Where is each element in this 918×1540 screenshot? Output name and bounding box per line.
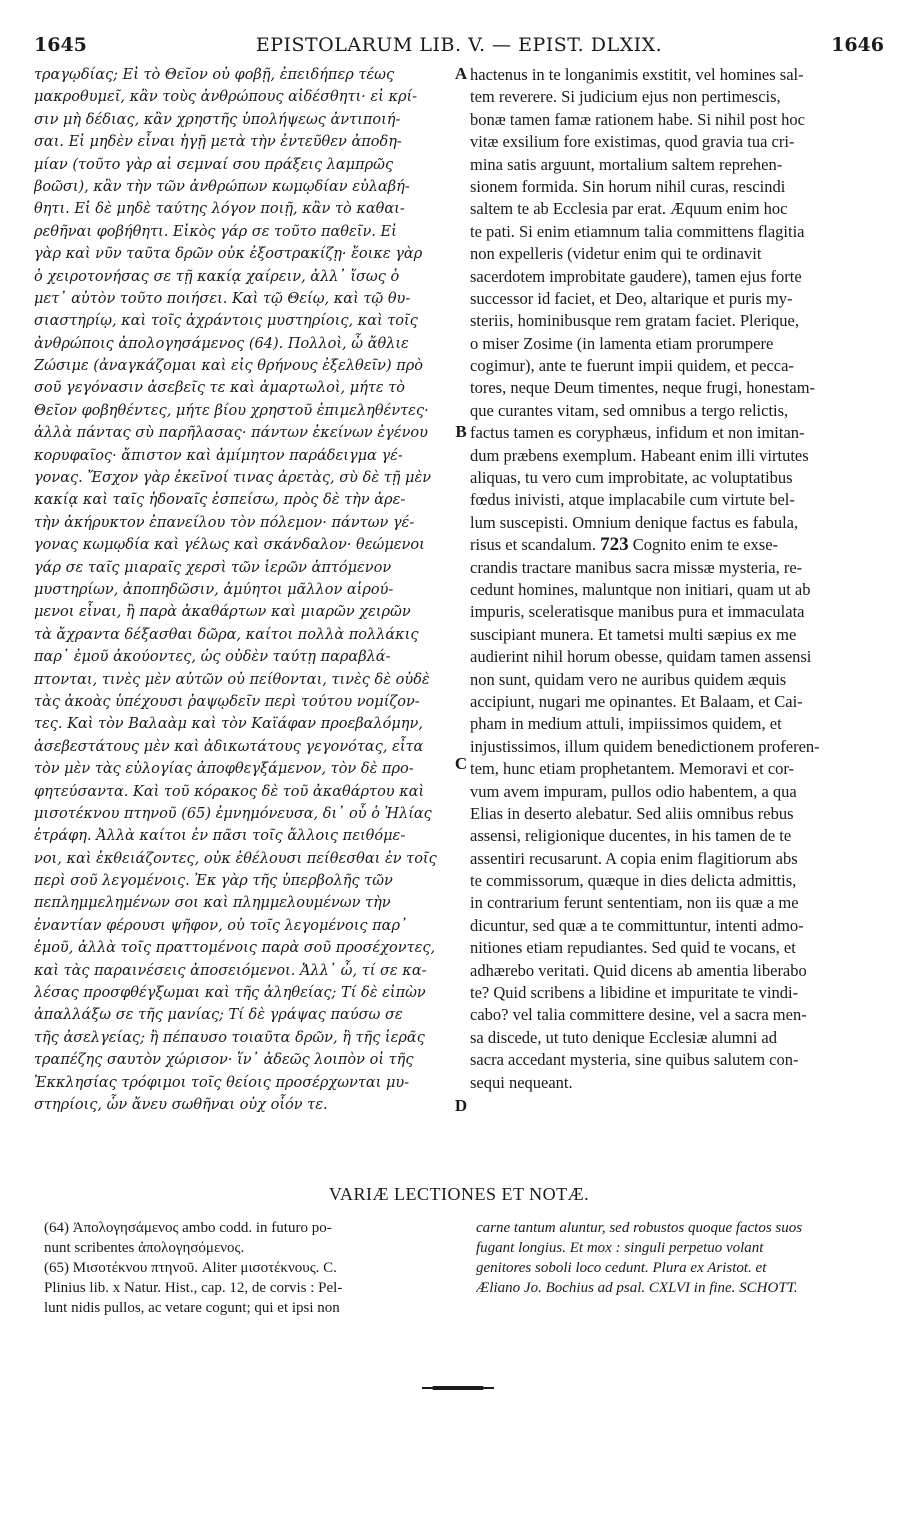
greek-text-line: σιαστηρίῳ, καὶ τοῖς ἀχράντοις μυστηρίοις, καὶ τοῖς bbox=[34, 313, 418, 330]
greek-text-line: κορυφαῖος· ἄπιστον καὶ ἀμίμητον παράδειγμα γέ- bbox=[34, 447, 403, 464]
greek-text-line: τὴν ἀκήρυκτον ἐπανείλου τὸν πόλεμον· πάντων γέ- bbox=[34, 514, 415, 531]
latin-text-line: factus tamen es coryphæus, infidum et non imitan- bbox=[470, 423, 805, 443]
greek-text-line: ὁ χειροτονήσας σε τῇ κακίᾳ χαίρειν, ἀλλ᾽ ἴσως ὁ bbox=[34, 268, 400, 285]
notes-title: VARIÆ LECTIONES ET NOTÆ. bbox=[328, 1184, 590, 1204]
page-number-left: 1645 bbox=[34, 34, 87, 56]
latin-text-line bbox=[470, 534, 888, 556]
running-title: EPISTOLARUM LIB. V. — EPIST. DLXIX. bbox=[255, 34, 663, 56]
latin-text-line: vitæ exsilium fore existimas, quod gravia tua cri- bbox=[470, 132, 795, 152]
greek-text-line: τῆς ἀσελγείας; ἢ πέπαυσο τοιαῦτα δρῶν, ἢ τῆς ἱερᾶς bbox=[34, 1029, 425, 1046]
greek-text-line: φητεύσαντα. Καὶ τοῦ κόρακος δὲ τοῦ ἀκαθάρτου καὶ bbox=[34, 783, 425, 800]
latin-text-line: te pati. Si enim etiamnum talia committens flagitia bbox=[470, 221, 805, 241]
greek-text-line: μισοτέκνου πτηνοῦ (65) ἐμνημόνευσα, δι᾽ οὗ ὁ Ἠλίας bbox=[34, 805, 432, 822]
latin-text-line: mina satis arguunt, mortalium saltem reprehen- bbox=[470, 154, 783, 174]
latin-text-line: audierint nihil horum obesse, quidam tamen assensi bbox=[470, 647, 812, 667]
latin-text-line: nitiones etiam repudiantes. Sed quid te vocans, et bbox=[470, 938, 796, 958]
latin-text-line: cedunt homines, maluntque non initiari, quam ut ab bbox=[470, 579, 811, 599]
latin-text-line: adhærebo veritati. Quid dicens ab amentia liberabo bbox=[470, 960, 807, 980]
latin-text-line: hactenus in te longanimis exstitit, vel homines sal- bbox=[470, 65, 804, 84]
greek-text-line: Ζώσιμε (ἀναγκάζομαι καὶ εἰς θρήνους ἐξελθεῖν) πρὸ bbox=[34, 358, 424, 375]
greek-text-line: μυστηρίων, ἀποπηδῶσιν, ἀμύητοι μᾶλλον αἱρού- bbox=[34, 581, 394, 598]
latin-text-line: injustissimos, illum quidem benedictionem proferen- bbox=[470, 736, 820, 756]
greek-text-line: λέσας προσφθέγξωμαι καὶ τῆς ἀληθείας; Τί δὲ εἰπὼν bbox=[34, 985, 426, 1002]
latin-text-line: non sunt, quidam vero ne auribus quidem æquis bbox=[470, 669, 787, 689]
latin-text-line: fœdus inivisti, atque implacabile cum virtute bel- bbox=[470, 490, 795, 510]
latin-text-line: suscipiant munera. Et tametsi multi sæpius ex me bbox=[470, 624, 797, 644]
greek-text-line: τραπέζης σαυτὸν χώρισον· ἵν᾽ ἀδεῶς λοιπὸν οἱ τῆς bbox=[34, 1052, 414, 1069]
greek-text-line: πτονται, τινὲς μὲν αὐτῶν οὐ πείθονται, τινὲς δὲ οὐδὲ bbox=[34, 671, 430, 688]
greek-text-line: ἀλλὰ πάντας σὺ παρῆλασας· πάντων ἐκείνων ἐγένου bbox=[34, 425, 428, 442]
latin-text-line-end: Cognito enim te exse- bbox=[632, 535, 779, 555]
latin-text-line: dum præbens exemplum. Habeant enim illi virtutes bbox=[470, 445, 809, 465]
margin-letter-b: B bbox=[455, 422, 467, 441]
latin-column bbox=[470, 64, 888, 1094]
greek-text-line: μίαν (τοῦτο γὰρ αἱ σεμναί σου πράξεις λαμπρῶς bbox=[34, 156, 394, 173]
latin-text-line: tem reverere. Si judicium ejus non pertimescis, bbox=[470, 87, 781, 107]
greek-text-line: τες. Καὶ τὸν Βαλαὰμ καὶ τὸν Καϊάφαν προεβαλόμην, bbox=[34, 716, 423, 733]
latin-text-line: te? Quid scribens a libidine et impuritate te vindi- bbox=[470, 983, 799, 1003]
latin-text-line: sequi nequeant. bbox=[470, 1072, 573, 1092]
greek-text-line: ἐμοῦ, ἀλλὰ τοῖς πραττομένοις παρὰ σοῦ προσέχοντες, bbox=[34, 940, 436, 957]
note-line: nunt scribentes ἀπολογησόμενος. bbox=[44, 1240, 245, 1256]
greek-text-line: στηρίοις, ὧν ἄνευ σωθῆναι οὐχ οἷόν τε. bbox=[34, 1096, 328, 1113]
latin-text-line: assentiri recusarunt. A copia enim flagitiorum abs bbox=[470, 848, 798, 868]
greek-text-line: θητι. Εἰ δὲ μηδὲ ταύτης λόγον ποιῇ, κἂν τὸ καθαι- bbox=[34, 201, 405, 218]
latin-text-line: sacerdotem improbitate gaudere), tamen ejus forte bbox=[470, 266, 802, 286]
greek-text-line: γονας. Ἔσχον γὰρ ἐκεῖνοί τινας ἀρετὰς, σὺ δὲ τῇ μὲν bbox=[34, 470, 432, 487]
latin-text-line: successor id faciet, et Deo, altarique et puris my- bbox=[470, 288, 793, 308]
margin-letter-d: D bbox=[454, 1096, 468, 1115]
latin-text-line: assensi, religionique ducentes, in his tamen de te bbox=[470, 826, 792, 846]
notes-right-column bbox=[476, 1218, 890, 1298]
greek-text-line: κακίᾳ καὶ ταῖς ἡδοναῖς ἐσπείσω, πρὸς δὲ τὴν ἀρε- bbox=[34, 492, 406, 509]
greek-text-line: σοῦ γεγόνασιν ἀσεβεῖς τε καὶ ἁμαρτωλοὶ, μήτε τὸ bbox=[34, 380, 406, 397]
greek-text-line: γὰρ καὶ νῦν ταῦτα δρῶν οὐκ ἐξοστρακίζῃ· ἔοικε γὰρ bbox=[34, 246, 423, 263]
latin-text-line-start: risus et scandalum. bbox=[470, 535, 597, 555]
note-line: genitores soboli loco cedunt. Plura ex Aristot. et bbox=[476, 1260, 767, 1276]
margin-letter-c: C bbox=[454, 754, 468, 773]
greek-text-line: ρεθῆναι φοβήθητι. Εἰκὸς γάρ σε τοῦτο παθεῖν. Εἰ bbox=[34, 223, 397, 240]
note-line: (64) Ἀπολογησάμενος ambo codd. in futuro po- bbox=[44, 1220, 332, 1236]
greek-text-line: σιν μὴ δέδιας, κἂν χρηστῆς ὑπολήψεως ἀντιποιή- bbox=[34, 111, 401, 128]
page-header bbox=[34, 34, 884, 64]
page-number-right: 1646 bbox=[831, 34, 884, 56]
greek-text-line: τὰ ἄχραντα δέξασθαι δῶρα, καίτοι πολλὰ πολλάκις bbox=[34, 626, 419, 643]
latin-text-line: te commissorum, quæque in dies delicta admittis, bbox=[470, 871, 797, 891]
latin-text-line: sionem formida. Sin horum nihil curas, rescindi bbox=[470, 176, 786, 196]
greek-text-line: πεπλημμελημένων σοι καὶ πλημμελουμένων τὴν bbox=[34, 895, 391, 912]
greek-text-line: γάρ σε ταῖς μιαραῖς χερσὶ τῶν ἱερῶν ἁπτόμενον bbox=[34, 559, 392, 576]
latin-text-line: Elias in deserto alebatur. Sed aliis omnibus rebus bbox=[470, 803, 794, 823]
greek-text-line: νοι, καὶ ἐκθειάζοντες, οὐκ ἐθέλουσι πείθεσθαι ἐν τοῖς bbox=[34, 850, 437, 867]
latin-text-line: steriis, hominibusque rem gratam faciet. Plerique, bbox=[470, 311, 799, 331]
column-number: 723 bbox=[600, 534, 629, 556]
latin-text-line: cabo? vel talia committere desine, vel a sacra men- bbox=[470, 1005, 807, 1025]
latin-text-line: lum suscepisti. Omnium denique factus es fabula, bbox=[470, 512, 799, 532]
latin-text-line: dicuntur, sed quæ a te committuntur, intenti admo- bbox=[470, 915, 804, 935]
latin-text-line: tem, hunc etiam prophetantem. Memoravi et cor- bbox=[470, 759, 795, 779]
latin-text-line: cogimur), ante te fuerunt impii quidem, et pecca- bbox=[470, 356, 794, 376]
greek-text-line: τὸν μὲν τὰς εὐλογίας ἀποφθεγξάμενον, τὸν δὲ προ- bbox=[34, 761, 414, 778]
note-line: Æliano Jo. Bochius ad psal. CXLVI in fine. SCHOTT. bbox=[476, 1280, 798, 1296]
latin-text-line: non expelleris (videtur enim qui te ordinavit bbox=[470, 244, 762, 264]
note-line: carne tantum aluntur, sed robustos quoque factos suos bbox=[476, 1220, 803, 1236]
greek-text-line: ἀσεβεστάτους μὲν καὶ ἀδικωτάτους γεγονότας, εἶτα bbox=[34, 738, 424, 755]
margin-letter-a: A bbox=[454, 64, 468, 83]
latin-text-line: que curantes vitam, sed omnibus a tergo relictis, bbox=[470, 400, 789, 420]
latin-text-line: o miser Zosime (in lamenta etiam prorumpere bbox=[470, 333, 774, 353]
note-line: lunt nidis pullos, ac vetare cogunt; qui et ipsi non bbox=[44, 1300, 340, 1316]
greek-text-line: τραγῳδίας; Εἰ τὸ Θεῖον οὐ φοβῇ, ἐπειδήπερ τέως bbox=[34, 67, 395, 83]
greek-text-line: καὶ τὰς παραινέσεις ἀποσειόμενοι. Ἀλλ᾽ ὦ, τί σε κα- bbox=[34, 962, 427, 979]
note-line: (65) Μισοτέκνου πτηνοῦ. Aliter μισοτέκνους. C. bbox=[44, 1260, 337, 1276]
greek-text-line: τὰς ἀκοὰς ὑπέχουσι ῥαψῳδεῖν περὶ τούτου νομίζον- bbox=[34, 693, 420, 710]
greek-text-line: σαι. Εἰ μηδὲν εἶναι ἡγῇ μετὰ τὴν ἐντεῦθεν ἀποδη- bbox=[34, 134, 402, 151]
latin-text-line: accipiunt, nugari me opinantes. Et Balaam, et Cai- bbox=[470, 691, 803, 711]
greek-text-line: μενοι εἶναι, ἢ παρὰ ἀκαθάρτων καὶ μιαρῶν χειρῶν bbox=[34, 604, 411, 621]
latin-text-line: sa discede, ut tuto denique Ecclesiæ alumni ad bbox=[470, 1027, 777, 1047]
latin-text-line: impuris, sceleratisque manibus pura et immaculata bbox=[470, 602, 805, 622]
greek-text-line: περὶ σοῦ λεγομένοις. Ἐκ γὰρ τῆς ὑπερβολῆς τῶν bbox=[34, 873, 393, 890]
greek-text-line: Θεῖον φοβηθέντες, μήτε βίου χρηστοῦ ἐπιμεληθέντες· bbox=[34, 402, 429, 419]
notes-left-column bbox=[44, 1218, 454, 1318]
latin-text-line: sacra accedant mysteria, sine quibus salutem con- bbox=[470, 1050, 799, 1070]
end-ornament bbox=[432, 1386, 484, 1390]
latin-text-line: vum avem impuram, pullos odio habentem, a qua bbox=[470, 781, 797, 801]
greek-text-line: ἀνθρώποις ἀπολογησάμενος (64). Πολλοὶ, ὦ ἄθλιε bbox=[34, 335, 409, 352]
latin-text-line: pham in medium attuli, impiissimos quidem, et bbox=[470, 714, 782, 734]
latin-text-line: bonæ tamen famæ rationem habe. Si nihil post hoc bbox=[470, 109, 805, 129]
note-line: fugant longius. Et mox : singuli perpetuo volant bbox=[476, 1240, 764, 1256]
latin-text-line: tores, neque Deum timentes, neque frugi, honestam- bbox=[470, 378, 816, 398]
greek-text-line: βοῶσι), κἂν τὴν τῶν ἀνθρώπων κωμῳδίαν εὐλαβή- bbox=[34, 178, 410, 195]
note-line: Plinius lib. x Natur. Hist., cap. 12, de corvis : Pel- bbox=[44, 1280, 343, 1296]
greek-column bbox=[34, 64, 452, 1116]
latin-text-line: aliquas, tu vero cum improbitate, ac voluptatibus bbox=[470, 468, 793, 488]
greek-text-line: ἐναντίαν φέρουσι ψῆφον, οὐ τοῖς λεγομένοις παρ᾽ bbox=[34, 917, 408, 934]
latin-text-line: saltem te ab Ecclesia par erat. Æquum enim hoc bbox=[470, 199, 788, 219]
latin-text-line: in contrarium ferunt sententiam, non iis quæ a me bbox=[470, 893, 799, 913]
greek-text-line: γονας κωμῳδία καὶ γέλως καὶ σκάνδαλον· θεώμενοι bbox=[34, 537, 425, 554]
greek-text-line: ἀπαλλάξω σε τῆς μανίας; Τί δὲ γράψας παύσω σε bbox=[34, 1007, 403, 1024]
greek-text-line: μακροθυμεῖ, κἂν τοὺς ἀνθρώπους αἰδέσθητι· εἰ κρί- bbox=[34, 89, 418, 106]
latin-text-line: crandis tractare manibus sacra missæ mysteria, re- bbox=[470, 557, 803, 577]
greek-text-line: ἐτράφη. Ἀλλὰ καίτοι ἐν πᾶσι τοῖς ἄλλοις πειθόμε- bbox=[34, 828, 406, 845]
greek-text-line: Ἐκκλησίας τρόφιμοι τοῖς θείοις προσέρχωνται μυ- bbox=[34, 1074, 410, 1091]
greek-text-line: παρ᾽ ἐμοῦ ἀκούοντες, ὡς οὐδὲν ταύτῃ παραβλά- bbox=[34, 649, 391, 666]
greek-text-line: μετ᾽ αὐτὸν τοῦτο ποιήσει. Καὶ τῷ Θείῳ, καὶ τῷ θυ- bbox=[34, 290, 411, 307]
